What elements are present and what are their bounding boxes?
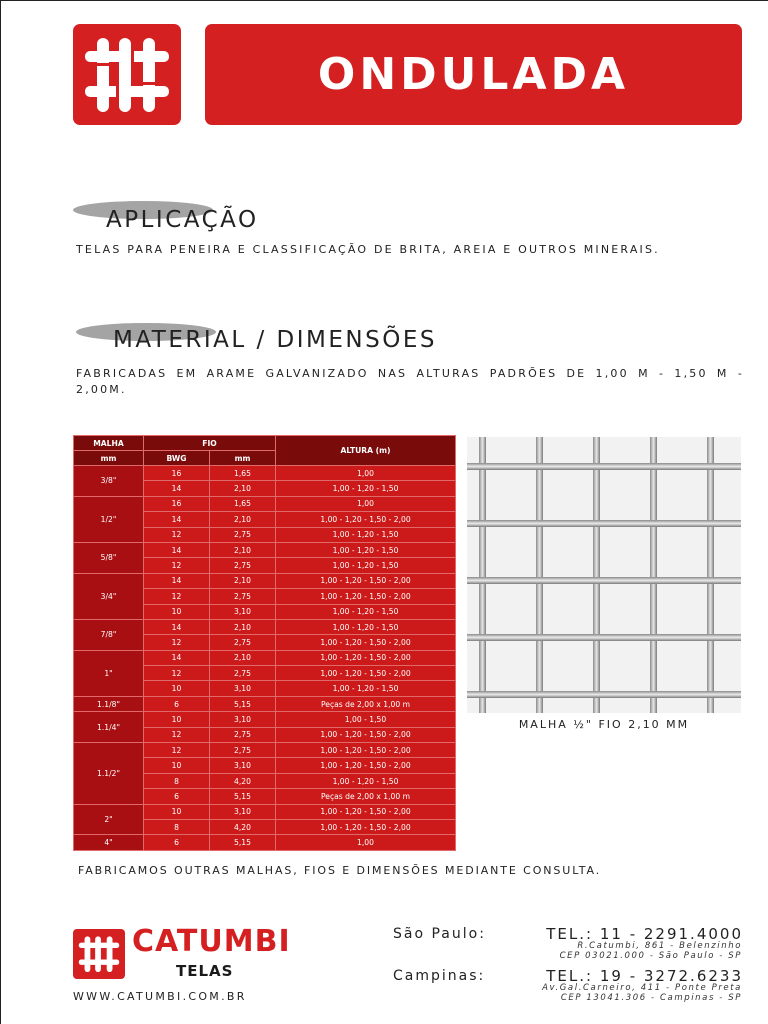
malha-cell: 1.1/4" (74, 712, 144, 743)
sp-address-line2: CEP 03021.000 - São Paulo - SP (559, 951, 742, 961)
malha-cell: 1.1/2" (74, 743, 144, 805)
fio-mm-cell: 2,75 (210, 558, 276, 573)
altura-cell: 1,00 - 1,20 - 1,50 (276, 558, 456, 573)
bwg-cell: 10 (144, 681, 210, 696)
mesh-wire-vertical (479, 437, 486, 713)
altura-cell: 1,00 - 1,50 (276, 712, 456, 727)
campinas-city: Campinas: (393, 968, 486, 984)
altura-cell: 1,00 - 1,20 - 1,50 - 2,00 (276, 635, 456, 650)
mesh-wire-horizontal (467, 577, 741, 584)
mesh-photo (467, 437, 741, 713)
altura-cell: Peças de 2,00 x 1,00 m (276, 696, 456, 711)
fio-mm-cell: 1,65 (210, 466, 276, 481)
bwg-cell: 12 (144, 727, 210, 742)
woven-mesh-logo-icon (73, 24, 181, 125)
fio-mm-cell: 5,15 (210, 835, 276, 850)
mesh-wire-vertical (650, 437, 657, 713)
footer-note: FABRICAMOS OUTRAS MALHAS, FIOS E DIMENSÕES MEDIANTE CONSULTA. (78, 864, 602, 877)
malha-cell: 1" (74, 650, 144, 696)
header-fio-unit: mm (210, 451, 276, 466)
altura-cell: 1,00 - 1,20 - 1,50 - 2,00 (276, 727, 456, 742)
altura-cell: 1,00 - 1,20 - 1,50 - 2,00 (276, 512, 456, 527)
fio-mm-cell: 2,10 (210, 650, 276, 665)
mesh-wire-horizontal (467, 520, 741, 527)
bwg-cell: 14 (144, 512, 210, 527)
bwg-cell: 14 (144, 650, 210, 665)
altura-cell: Peças de 2,00 x 1,00 m (276, 789, 456, 804)
bwg-cell: 6 (144, 835, 210, 850)
brand-name: CATUMBI (132, 924, 291, 959)
fio-mm-cell: 5,15 (210, 789, 276, 804)
mesh-wire-horizontal (467, 463, 741, 470)
malha-cell: 3/8" (74, 466, 144, 497)
altura-cell: 1,00 - 1,20 - 1,50 - 2,00 (276, 804, 456, 819)
altura-cell: 1,00 - 1,20 - 1,50 - 2,00 (276, 758, 456, 773)
bwg-cell: 10 (144, 712, 210, 727)
altura-cell: 1,00 - 1,20 - 1,50 - 2,00 (276, 666, 456, 681)
altura-cell: 1,00 (276, 496, 456, 511)
fio-mm-cell: 2,75 (210, 635, 276, 650)
header-bwg: BWG (144, 451, 210, 466)
woven-mesh-logo-icon (73, 929, 125, 979)
fio-mm-cell: 2,10 (210, 481, 276, 496)
fio-mm-cell: 5,15 (210, 696, 276, 711)
table-row (74, 496, 456, 511)
table-row (74, 573, 456, 588)
mesh-caption: MALHA ½" FIO 2,10 MM (518, 718, 690, 731)
malha-cell: 5/8" (74, 542, 144, 573)
table-row (74, 804, 456, 819)
altura-cell: 1,00 - 1,20 - 1,50 - 2,00 (276, 573, 456, 588)
table-row (74, 466, 456, 481)
material-text: FABRICADAS EM ARAME GALVANIZADO NAS ALTURAS PADRÕES DE 1,00 M - 1,50 M - 2,00M. (76, 367, 744, 396)
bwg-cell: 6 (144, 696, 210, 711)
malha-cell: 1.1/8" (74, 696, 144, 711)
bwg-cell: 12 (144, 527, 210, 542)
malha-cell: 4" (74, 835, 144, 850)
bwg-cell: 12 (144, 558, 210, 573)
altura-cell: 1,00 - 1,20 - 1,50 (276, 773, 456, 788)
header-altura: ALTURA (m) (276, 436, 456, 466)
bwg-cell: 10 (144, 804, 210, 819)
material-heading: MATERIAL / DIMENSÕES (113, 327, 437, 353)
bwg-cell: 12 (144, 666, 210, 681)
fio-mm-cell: 3,10 (210, 681, 276, 696)
fio-mm-cell: 4,20 (210, 819, 276, 834)
fio-mm-cell: 3,10 (210, 604, 276, 619)
sp-tel: TEL.: 11 - 2291.4000 (546, 925, 743, 943)
website-link[interactable]: WWW.CATUMBI.COM.BR (73, 990, 247, 1003)
campinas-address-line1: Av.Gal.Carneiro, 411 - Ponte Preta (542, 983, 742, 993)
page-title: ONDULADA (317, 49, 630, 100)
bwg-cell: 12 (144, 743, 210, 758)
fio-mm-cell: 4,20 (210, 773, 276, 788)
bwg-cell: 10 (144, 758, 210, 773)
altura-cell: 1,00 - 1,20 - 1,50 - 2,00 (276, 589, 456, 604)
header-malha-unit: mm (74, 451, 144, 466)
campinas-address-line2: CEP 13041.306 - Campinas - SP (560, 993, 742, 1003)
fio-mm-cell: 2,75 (210, 527, 276, 542)
fio-mm-cell: 2,10 (210, 542, 276, 557)
brand-sub: TELAS (176, 962, 234, 980)
fio-mm-cell: 3,10 (210, 758, 276, 773)
bwg-cell: 14 (144, 619, 210, 634)
header-fio: FIO (144, 436, 276, 451)
bwg-cell: 12 (144, 635, 210, 650)
table-row (74, 696, 456, 711)
altura-cell: 1,00 (276, 835, 456, 850)
fio-mm-cell: 2,75 (210, 589, 276, 604)
altura-cell: 1,00 (276, 466, 456, 481)
spec-table (73, 435, 456, 851)
campinas-tel: TEL.: 19 - 3272.6233 (546, 967, 743, 985)
mesh-wire-vertical (593, 437, 600, 713)
bwg-cell: 14 (144, 542, 210, 557)
altura-cell: 1,00 - 1,20 - 1,50 - 2,00 (276, 743, 456, 758)
sp-address-line1: R.Catumbi, 861 - Belenzinho (577, 941, 742, 951)
mesh-wire-horizontal (467, 634, 741, 641)
bwg-cell: 16 (144, 496, 210, 511)
table-row (74, 712, 456, 727)
bwg-cell: 10 (144, 604, 210, 619)
fio-mm-cell: 2,10 (210, 619, 276, 634)
aplicacao-text: TELAS PARA PENEIRA E CLASSIFICAÇÃO DE BRITA, AREIA E OUTROS MINERAIS. (76, 243, 660, 256)
altura-cell: 1,00 - 1,20 - 1,50 (276, 481, 456, 496)
table-row (74, 619, 456, 634)
altura-cell: 1,00 - 1,20 - 1,50 (276, 527, 456, 542)
malha-cell: 7/8" (74, 619, 144, 650)
mesh-wire-vertical (707, 437, 714, 713)
malha-cell: 2" (74, 804, 144, 835)
bwg-cell: 16 (144, 466, 210, 481)
table-row (74, 743, 456, 758)
altura-cell: 1,00 - 1,20 - 1,50 (276, 681, 456, 696)
bwg-cell: 6 (144, 789, 210, 804)
header-malha: MALHA (74, 436, 144, 451)
altura-cell: 1,00 - 1,20 - 1,50 (276, 619, 456, 634)
fio-mm-cell: 2,75 (210, 666, 276, 681)
malha-cell: 1/2" (74, 496, 144, 542)
fio-mm-cell: 3,10 (210, 712, 276, 727)
mesh-wire-horizontal (467, 691, 741, 698)
bwg-cell: 14 (144, 573, 210, 588)
aplicacao-heading: APLICAÇÃO (106, 207, 259, 233)
fio-mm-cell: 2,75 (210, 743, 276, 758)
bwg-cell: 8 (144, 773, 210, 788)
fio-mm-cell: 2,10 (210, 512, 276, 527)
table-row (74, 650, 456, 665)
bwg-cell: 14 (144, 481, 210, 496)
bwg-cell: 12 (144, 589, 210, 604)
altura-cell: 1,00 - 1,20 - 1,50 (276, 542, 456, 557)
title-banner (205, 24, 742, 125)
fio-mm-cell: 1,65 (210, 496, 276, 511)
bwg-cell: 8 (144, 819, 210, 834)
fio-mm-cell: 2,10 (210, 573, 276, 588)
altura-cell: 1,00 - 1,20 - 1,50 - 2,00 (276, 650, 456, 665)
malha-cell: 3/4" (74, 573, 144, 619)
fio-mm-cell: 3,10 (210, 804, 276, 819)
mesh-wire-vertical (536, 437, 543, 713)
table-row (74, 835, 456, 850)
altura-cell: 1,00 - 1,20 - 1,50 (276, 604, 456, 619)
table-row (74, 542, 456, 557)
altura-cell: 1,00 - 1,20 - 1,50 - 2,00 (276, 819, 456, 834)
sp-city: São Paulo: (393, 926, 486, 942)
fio-mm-cell: 2,75 (210, 727, 276, 742)
